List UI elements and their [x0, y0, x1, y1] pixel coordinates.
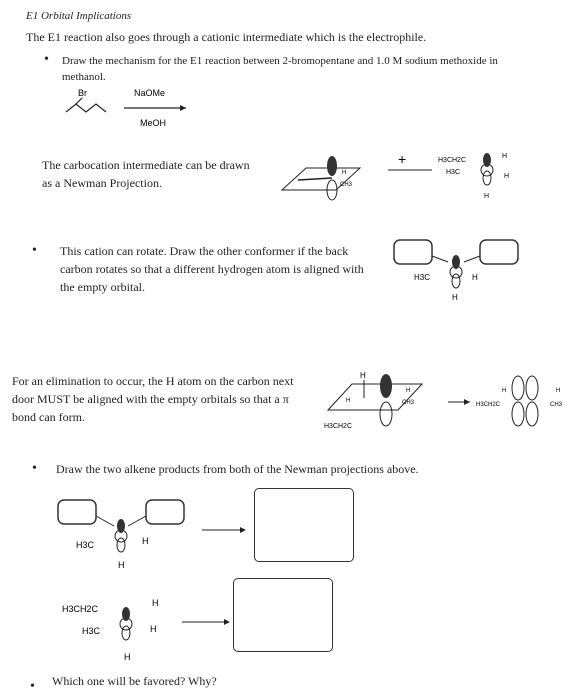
pi-orbital-right-bottom [526, 402, 538, 426]
answer-box-right [480, 240, 518, 264]
pi-orbital-left-top [512, 376, 524, 400]
bromopentane-skeleton [66, 104, 106, 112]
bullet-marker: • [44, 52, 49, 67]
alkene-products-instruction: Draw the two alkene products from both of the Newman projections above. [56, 462, 419, 476]
h3ch2c-label: H3CH2C [62, 604, 99, 614]
orbital-bottom [117, 538, 125, 552]
bullet-marker: • [30, 679, 35, 694]
pi-orbital-left-bottom [512, 402, 524, 426]
alkene-h3ch2c: H3CH2C [476, 402, 501, 408]
ch3-label: CH3 [402, 400, 415, 406]
bond-right [128, 516, 146, 526]
orbital-top [117, 519, 125, 533]
h-top-label: H [360, 371, 366, 380]
rotated-conformer-template [390, 236, 540, 306]
h3c-label: H3C [76, 540, 95, 550]
substituent-box-right [146, 500, 184, 524]
product-arrow-2 [180, 612, 236, 632]
carbocation-diagrams [278, 146, 568, 208]
newman-projection-2 [54, 592, 204, 672]
alkene-h-left: H [502, 388, 507, 394]
product-answer-box-2[interactable] [233, 578, 333, 652]
answer-box-left [394, 240, 432, 264]
section-title: E1 Orbital Implications [26, 10, 132, 22]
h-bottom-label: H [124, 652, 131, 662]
h-right-label: H [472, 273, 478, 282]
h3c-label: H3C [82, 626, 101, 636]
bond-right [464, 256, 480, 262]
h-left-label: H [346, 398, 351, 404]
arrowhead [464, 399, 470, 405]
pi-orbital-right-top [526, 376, 538, 400]
newman-orbital-bottom [483, 171, 491, 185]
c-c-bond [298, 178, 332, 180]
bullet-marker: • [32, 461, 37, 476]
arrowhead [224, 619, 230, 625]
elimination-text: For an elimination to occur, the H atom on the carbon next door MUST be aligned with the empty orbitals so that a π bond can form. [12, 374, 294, 424]
carbocation-text: The carbocation intermediate can be drawn as a Newman Projection. [42, 158, 250, 190]
rotation-instruction: This cation can rotate. Draw the other conformer if the back carbon rotates so that a different hydrogen atom is aligned with the empty orbital. [60, 244, 364, 294]
arrowhead [240, 527, 246, 533]
c-br-bond [76, 98, 82, 104]
empty-p-orbital-top [327, 156, 337, 176]
solvent-meoh: MeOH [140, 118, 167, 128]
h-right-label: H [406, 388, 411, 394]
product-answer-box-1[interactable] [254, 488, 354, 562]
reaction-scheme [60, 86, 210, 136]
favored-question: Which one will be favored? Why? [52, 674, 217, 688]
h-bottom-label: H [452, 293, 458, 302]
newman-h-top: H [502, 153, 508, 160]
bullet-marker: • [32, 243, 37, 258]
newman-orbital-top [483, 153, 491, 167]
plane-h-label: H [342, 170, 347, 176]
elimination-diagrams [322, 366, 572, 434]
substituent-box-left [58, 500, 96, 524]
orbital-bottom [122, 626, 130, 640]
bond-left [432, 256, 448, 262]
newman-projection-1 [54, 492, 204, 572]
h-right-label: H [150, 624, 157, 634]
newman-h-right: H [504, 173, 510, 180]
h-top-label: H [152, 598, 159, 608]
alkene-ch3: CH3 [550, 402, 563, 408]
orbital-top [452, 255, 460, 269]
intro-text: The E1 reaction also goes through a cationic intermediate which is the electrophile. [26, 30, 427, 44]
alkene-h-right: H [556, 388, 561, 394]
plane-ch3-label: CH3 [340, 182, 353, 188]
product-arrow-1 [200, 520, 250, 540]
orbital-top [380, 374, 392, 398]
newman-h3cch2c-label: H3CH2C [438, 157, 467, 164]
orbital-top [122, 607, 130, 621]
bromine-label: Br [78, 88, 87, 98]
orbital-bottom [452, 274, 460, 288]
h-right-label: H [142, 536, 149, 546]
newman-h3c-label: H3C [446, 169, 461, 176]
reagent-naome: NaOMe [134, 88, 166, 98]
bond-left [96, 516, 114, 526]
newman-h-bottom: H [484, 193, 490, 200]
h3c-label: H3C [414, 273, 431, 282]
h3ch2c-label: H3CH2C [324, 423, 353, 430]
reaction-arrowhead [180, 105, 186, 111]
eye-icon: + [398, 151, 407, 167]
h-bottom-label: H [118, 560, 125, 570]
mechanism-instruction: Draw the mechanism for the E1 reaction between 2-bromopentane and 1.0 M sodium methoxide in methanol. [62, 55, 498, 83]
orbital-bottom [380, 402, 392, 426]
